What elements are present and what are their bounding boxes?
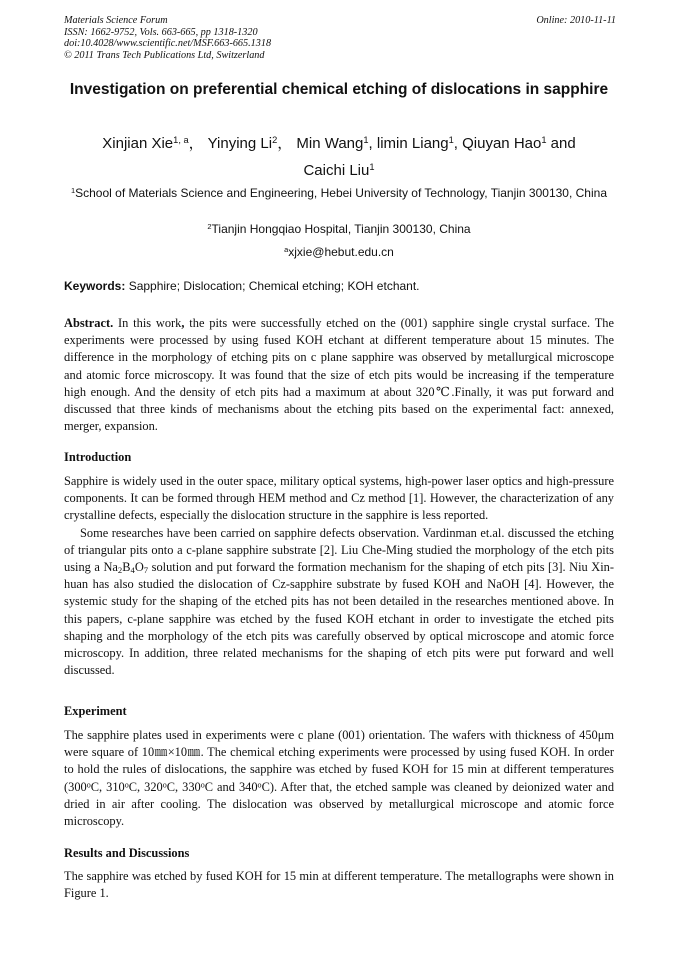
email-mark: a <box>284 244 289 254</box>
subscript: 2 <box>117 565 123 576</box>
author-separator: , <box>453 135 463 152</box>
introduction-body <box>64 473 614 679</box>
paragraph-text: The sapphire plates used in experiments were c plane (001) orientation. The wafers with thickness of 450μm were square of 10㎜×10㎜. The chemical etching experiments were processed by using fused KOH. In order to hold the rules of dislocations, the sapphire was etched by fused KOH for 15 min at different temperatures (300 <box>64 728 614 794</box>
experiment-body <box>64 727 614 830</box>
journal-header <box>64 15 616 61</box>
affiliation-mark: 1 <box>70 185 76 195</box>
degree-mark: o <box>200 779 205 789</box>
email-address: xjxie@hebut.edu.cn <box>288 245 394 259</box>
journal-name: Materials Science Forum <box>64 15 168 26</box>
paragraph-text: C, 310 <box>90 779 125 794</box>
copyright-line: © 2011 Trans Tech Publications Ltd, Switzerland <box>64 49 265 61</box>
affiliation-mark: 2 <box>207 221 212 231</box>
abstract-comma: , <box>181 316 185 330</box>
paragraph-text: solution and put forward the formation mechanism for the shaping of etch pits [3]. Niu Xin-huan has also studied the dislocation of Cz-sapphire substrate by fused KOH and NaOH [4]. However, the systemic study for the shaping of the etched pits has not been detailed in the researches mentioned above. In this papers, c-plane sapphire was etched by the fused KOH etchant in order to investigate the etched pits shaping and the morphology of the etch pits was carefully observed by optical microscope and atomic force microscopy. In addition, three related mechanisms for the shaping of etch pits were put forward and well discussed. <box>64 560 614 678</box>
author-list <box>64 130 614 184</box>
section-heading-experiment: Experiment <box>64 704 127 718</box>
author-name: Min Wang <box>296 135 364 152</box>
author-separator: ， <box>277 135 297 152</box>
subscript: 4 <box>130 565 135 576</box>
affiliation-1 <box>64 186 614 200</box>
author-name: limin Liang <box>376 135 449 152</box>
abstract-text: the pits were successfully etched on the (001) sapphire single crystal surface. The experiments were processed by using fused KOH etchant at different temperature about 15 minutes. The difference in the morphology of etching pits on c plane sapphire was observed by metallurgical microscope and atomic force microscopy. It was found that the size of etch pits would be increasing if the temperature high enough. And the density of etch pits had a maximum at about 320℃.Finally, it was put forward and discussed that three kinds of mechanisms about the etching pits based on the experimental fact: annexed, merger, expansion. <box>64 316 615 434</box>
paragraph-text: C). After that, the etched sample was cleaned by deionized water and dried in air after cooling. The dislocation was observed by metallurgical microscope and atomic force microscopy. <box>64 779 615 829</box>
degree-mark: o <box>124 779 129 789</box>
paragraph-text: C and 340 <box>204 779 258 794</box>
keywords-label: Keywords: <box>64 279 126 293</box>
author-name: Xinjian Xie <box>102 135 174 152</box>
degree-mark: o <box>162 779 167 789</box>
author-affiliation-mark: 1 <box>369 161 375 172</box>
paragraph-text: Some researches have been carried on sapphire defects observation. Vardinman et.al. discussed the etching of triangular pits onto a c-plane sapphire substrate [2]. Liu Che-Ming studied the morphology of the etch pits using a Na <box>64 525 614 575</box>
corresponding-email <box>64 245 614 259</box>
paragraph-text: C, 330 <box>166 779 201 794</box>
doi-line: doi:10.4028/www.scientific.net/MSF.663-665.1318 <box>64 38 272 49</box>
online-date: Online: 2010-11-11 <box>536 15 616 26</box>
author-affiliation-mark: 1 <box>363 134 369 145</box>
section-heading-introduction: Introduction <box>64 450 132 464</box>
degree-mark: o <box>257 779 262 789</box>
introduction-paragraph-2 <box>64 525 614 680</box>
affiliation-text: School of Materials Science and Engineering, Hebei University of Technology, Tianjin 300130, China <box>75 186 607 200</box>
section-heading-results: Results and Discussions <box>64 846 190 860</box>
abstract-text: In this work <box>113 316 182 330</box>
issn-line: ISSN: 1662-9752, Vols. 663-665, pp 1318-1320 <box>64 26 258 38</box>
paper-title: Investigation on preferential chemical etching of dislocations in sapphire <box>69 81 609 98</box>
author-affiliation-mark: 2 <box>272 134 278 145</box>
results-body: The sapphire was etched by fused KOH for 15 min at different temperature. The metallographs were shown in Figure 1. <box>64 869 614 901</box>
author-separator: ， <box>188 135 208 152</box>
affiliation-text: Tianjin Hongqiao Hospital, Tianjin 300130, China <box>211 222 471 236</box>
author-affiliation-mark: 1, a <box>173 134 189 145</box>
keywords <box>64 279 614 293</box>
paragraph-text: C, 320 <box>128 779 163 794</box>
author-name: Qiuyan Hao <box>462 135 542 152</box>
author-name: Caichi Liu <box>303 162 370 179</box>
keywords-text: Sapphire; Dislocation; Chemical etching; KOH etchant. <box>125 279 420 293</box>
affiliation-2 <box>64 222 614 236</box>
author-name: Yinying Li <box>207 135 273 152</box>
author-separator: , <box>368 135 377 152</box>
paragraph-text: B <box>122 560 131 575</box>
subscript: 7 <box>143 565 149 576</box>
abstract <box>64 315 614 435</box>
paragraph-text: O <box>134 560 144 575</box>
author-affiliation-mark: 1 <box>541 134 547 145</box>
author-affiliation-mark: 1 <box>448 134 454 145</box>
degree-mark: o <box>86 779 91 789</box>
abstract-label: Abstract. <box>64 316 114 330</box>
author-separator: and <box>546 135 576 152</box>
introduction-paragraph-1: Sapphire is widely used in the outer space, military optical systems, high-power laser optics and high-pressure components. It can be formed through HEM method and Cz method [1]. However, the characterization of any crystalline defects, especially the dislocation structure in the sapphire is less reported. <box>64 474 614 523</box>
